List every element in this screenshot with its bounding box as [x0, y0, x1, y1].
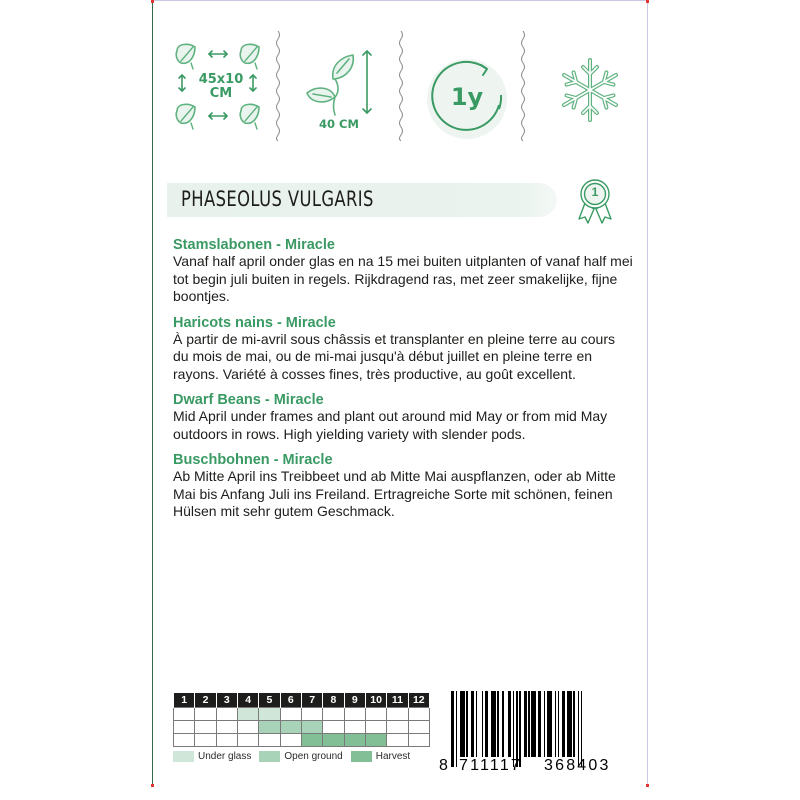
- section-body: À partir de mi-avril sous châssis et transplanter en pleine terre au cours du mois de mai, ou de mi-mai jusqu'à début juillet en pleine terre en rayons. Variété à cosses fines, très productive, au goût excellent.: [173, 330, 615, 382]
- month-header: 3: [216, 693, 237, 708]
- barcode-bar: [581, 691, 583, 767]
- section-fr: [173, 315, 633, 384]
- section-body: Ab Mitte April ins Treibbeet und ab Mitte Mai auspflanzen, oder ab Mitte Mai bis Anfang Juli ins Freiland. Ertragreiche Sorte mit schönen, feinen Hülsen mit sehr gutem Geschmack.: [173, 468, 616, 519]
- calendar-cell: [259, 721, 280, 734]
- lifecycle-label: 1y: [450, 83, 484, 111]
- calendar-cell: [408, 734, 429, 747]
- calendar-cell: [387, 734, 408, 747]
- legend-label: Under glass: [198, 750, 252, 762]
- section-en: [173, 392, 633, 443]
- icon-row: [153, 1, 647, 161]
- legend-label: Open ground: [284, 750, 343, 762]
- calendar-row-harvest: [174, 734, 430, 747]
- barcode-bars: [451, 691, 629, 767]
- calendar-cell: [344, 721, 365, 734]
- calendar-cell: [237, 708, 258, 721]
- latin-name: PHASEOLUS VULGARIS: [181, 187, 374, 211]
- section-body: Mid April under frames and plant out around mid May or from mid May outdoors in rows. High yielding variety with slender pods.: [173, 408, 608, 442]
- calendar-cell: [301, 734, 322, 747]
- calendar-cell: [174, 708, 195, 721]
- calendar-cell: [174, 734, 195, 747]
- month-header: 2: [195, 693, 216, 708]
- month-header: 4: [237, 693, 258, 708]
- calendar-cell: [237, 734, 258, 747]
- crop-mark: [151, 784, 154, 787]
- calendar-cell: [237, 721, 258, 734]
- award-ribbon-icon: [575, 177, 615, 227]
- month-header: 10: [365, 693, 386, 708]
- latin-name-banner: [167, 183, 557, 217]
- crop-mark: [646, 784, 649, 787]
- calendar-cell: [259, 708, 280, 721]
- calendar-cell: [323, 708, 344, 721]
- snowflake-icon: [557, 57, 623, 123]
- calendar-cell: [216, 721, 237, 734]
- month-header: 7: [301, 693, 322, 708]
- calendar-cell: [195, 734, 216, 747]
- section-heading: Dwarf Beans - Miracle: [173, 392, 324, 408]
- month-header: 5: [259, 693, 280, 708]
- section-heading: Haricots nains - Miracle: [173, 314, 336, 331]
- calendar-cell: [280, 734, 301, 747]
- calendar-cell: [323, 721, 344, 734]
- month-header: 1: [174, 693, 195, 708]
- calendar-row-under-glass: [174, 708, 430, 721]
- calendar-cell: [216, 734, 237, 747]
- calendar-cell: [387, 708, 408, 721]
- legend-swatch-harvest: [351, 751, 372, 762]
- award-number: 1: [591, 185, 599, 199]
- barcode-first-digit: 8: [439, 757, 451, 774]
- calendar-cell: [344, 708, 365, 721]
- calendar-cell: [280, 708, 301, 721]
- month-header: 11: [387, 693, 408, 708]
- month-header: 12: [408, 693, 429, 708]
- ean-barcode: [439, 691, 635, 777]
- calendar-cell: [323, 734, 344, 747]
- height-icon: [293, 1, 393, 161]
- section-heading: Buschbohnen - Miracle: [173, 452, 333, 468]
- lifecycle-icon: [423, 1, 523, 161]
- legend-label: Harvest: [375, 750, 411, 762]
- sowing-calendar: [173, 693, 430, 762]
- calendar-cell: [408, 721, 429, 734]
- wavy-divider: [275, 31, 281, 141]
- legend-swatch-open-ground: [259, 751, 280, 762]
- calendar-cell: [365, 734, 386, 747]
- section-de: [173, 452, 633, 521]
- spacing-label-line2: CM: [209, 86, 233, 101]
- frost-hardy-icon: [553, 1, 623, 161]
- month-header: 6: [280, 693, 301, 708]
- section-heading: Stamslabonen - Miracle: [173, 237, 335, 253]
- calendar-cell: [301, 721, 322, 734]
- calendar-legend: [173, 750, 430, 762]
- calendar-cell: [174, 721, 195, 734]
- calendar-cell: [301, 708, 322, 721]
- calendar-grid: [173, 693, 430, 747]
- month-header: 8: [323, 693, 344, 708]
- calendar-cell: [195, 708, 216, 721]
- calendar-cell: [280, 721, 301, 734]
- calendar-cell: [408, 708, 429, 721]
- calendar-cell: [259, 734, 280, 747]
- month-header: 9: [344, 693, 365, 708]
- spacing-icon: [171, 1, 271, 161]
- wavy-divider: [520, 31, 526, 141]
- wavy-divider: [398, 31, 404, 141]
- calendar-cell: [216, 708, 237, 721]
- barcode-group-1: 711117: [459, 757, 523, 774]
- height-label: 40 CM: [319, 117, 359, 131]
- barcode-group-2: 368403: [544, 757, 611, 774]
- legend-swatch-under-glass: [173, 751, 194, 762]
- calendar-row-open-ground: [174, 721, 430, 734]
- calendar-cell: [344, 734, 365, 747]
- calendar-cell: [365, 721, 386, 734]
- calendar-cell: [365, 708, 386, 721]
- spacing-label-line1: 45x10: [198, 72, 244, 87]
- description-sections: [173, 237, 633, 530]
- section-nl: [173, 237, 633, 306]
- seed-packet-back: [152, 0, 648, 786]
- calendar-cell: [195, 721, 216, 734]
- calendar-cell: [387, 721, 408, 734]
- section-body: Vanaf half april onder glas en na 15 mei buiten uitplanten of vanaf half mei tot begin juli buiten in regels. Rijkdragend ras, met zeer smakelijke, fijne boontjes.: [173, 253, 633, 304]
